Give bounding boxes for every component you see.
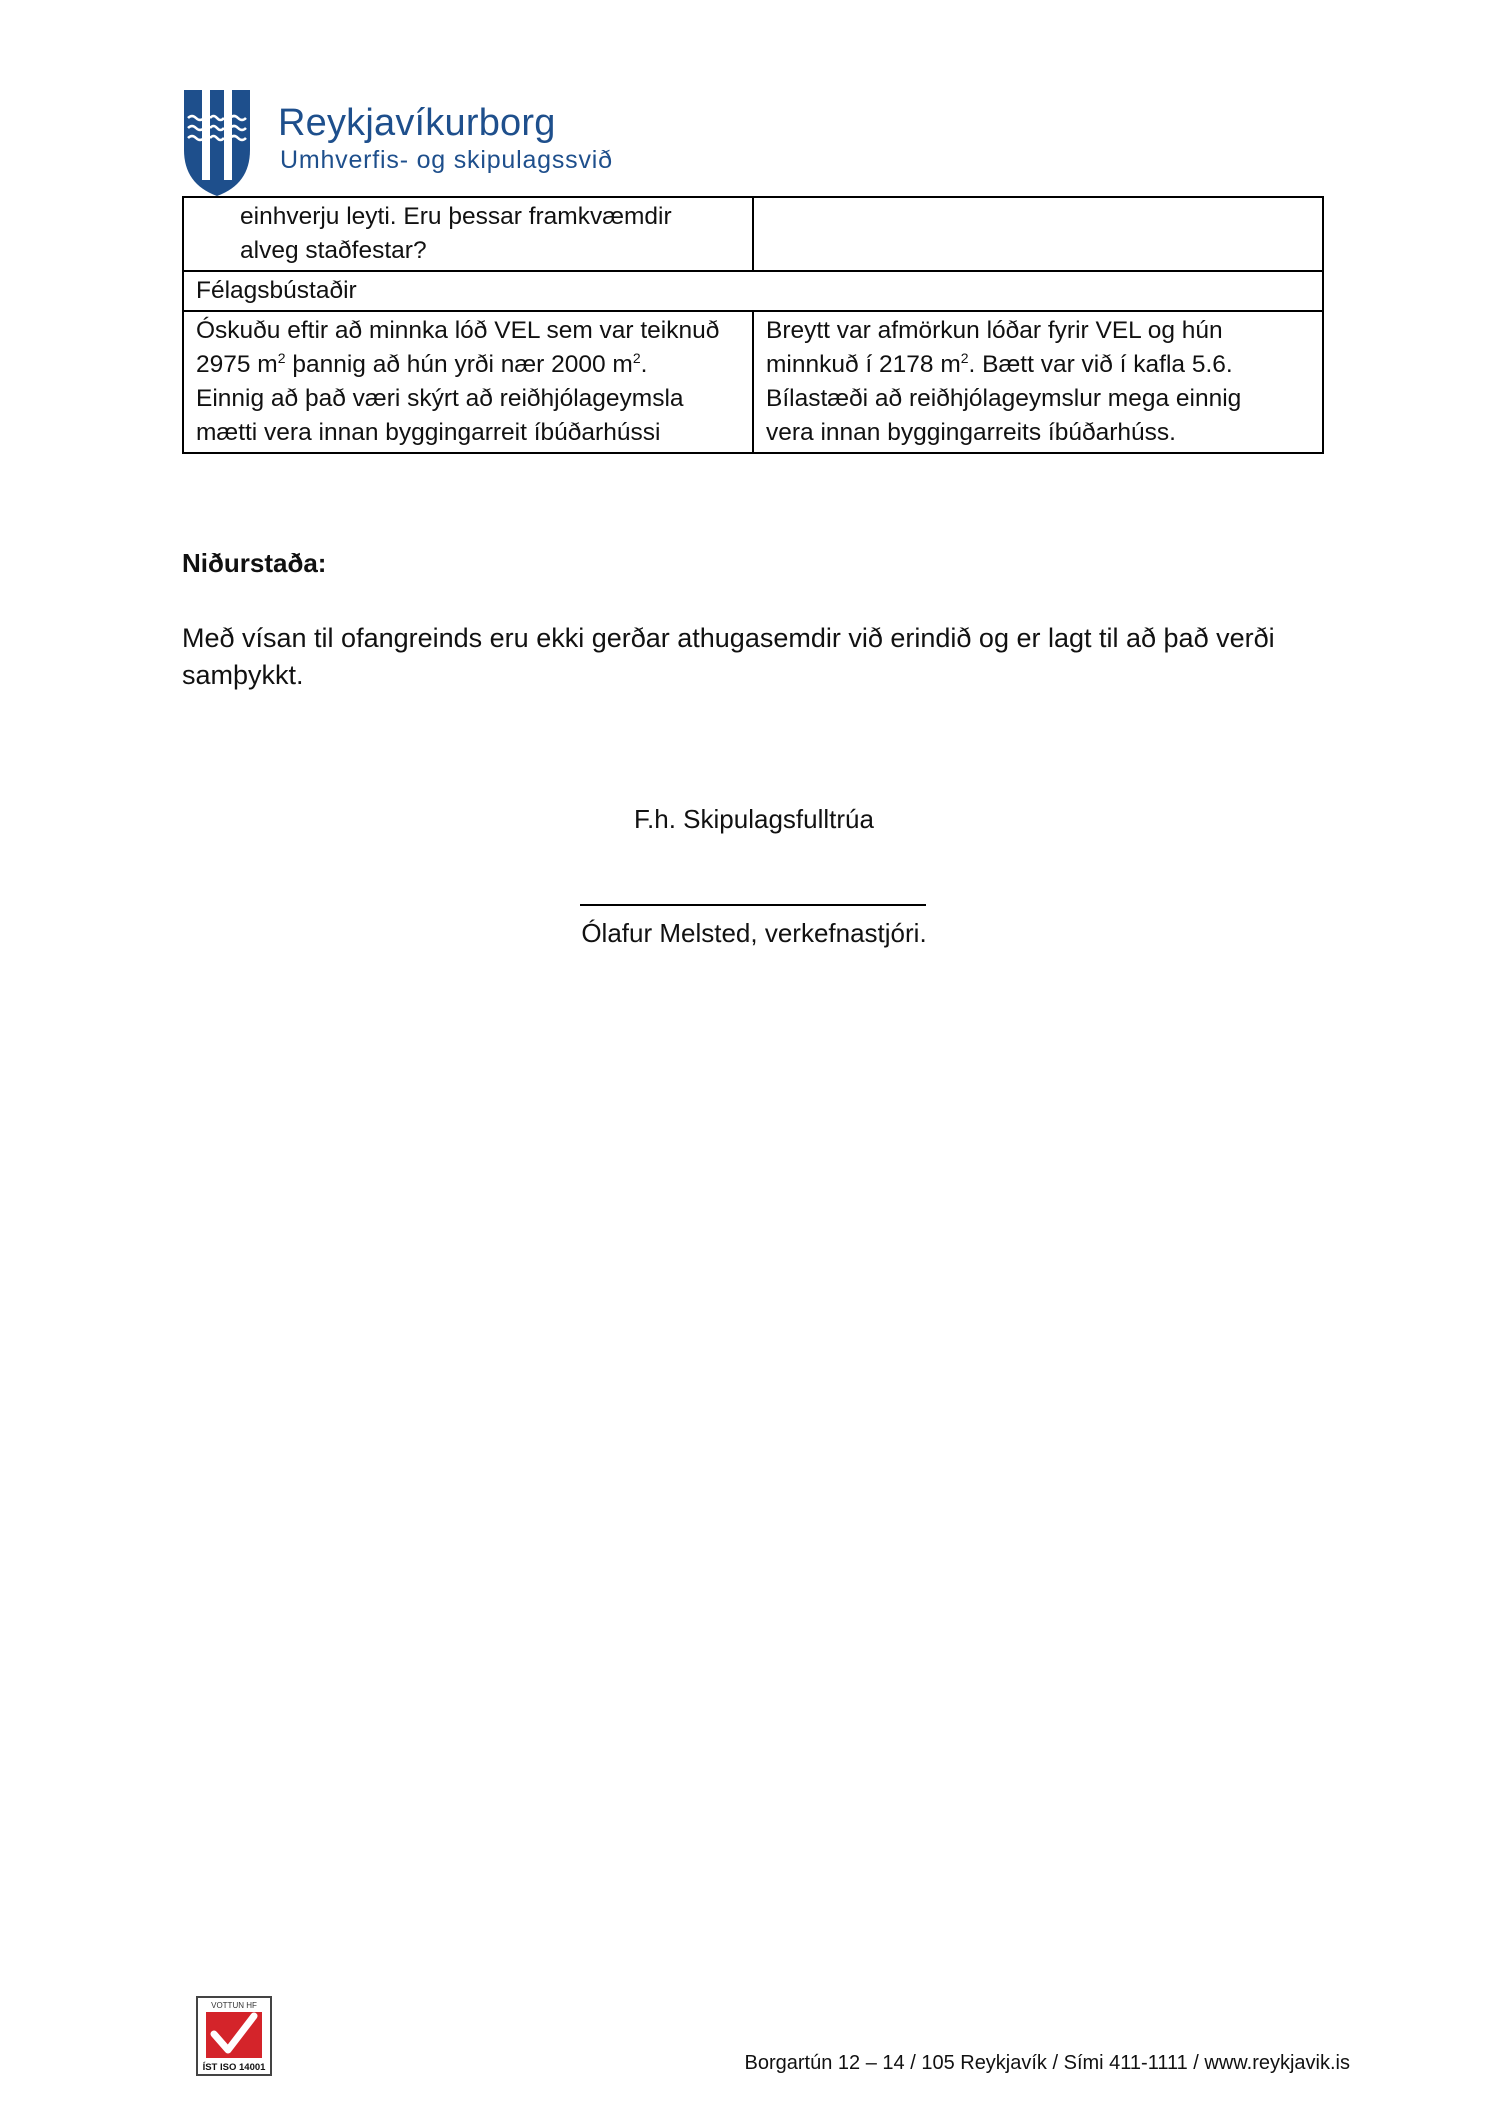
superscript: 2 [277,349,286,366]
superscript: 2 [632,349,641,366]
badge-top-text: VOTTUN HF [211,2001,257,2010]
cell-line: Bílastæði að reiðhjólageymslur mega einnig [766,385,1242,412]
signature-title: F.h. Skipulagsfulltrúa [634,804,874,834]
org-department: Umhverfis- og skipulagssvið [280,146,613,174]
org-name: Reykjavíkurborg [278,102,556,144]
cell-line: þannig að hún yrði nær 2000 m [285,351,633,378]
cell-line: Óskuðu eftir að minnka lóð VEL sem var teiknuð [196,317,720,344]
cell-line: Breytt var afmörkun lóðar fyrir VEL og hún [766,317,1223,344]
table-cell [753,197,1323,271]
badge-bottom-text: ÍST ISO 14001 [202,2062,266,2073]
conclusion-line: samþykkt. [182,660,304,690]
table-row [183,311,1323,453]
conclusion-heading: Niðurstaða: [182,548,327,578]
comments-table [182,196,1324,454]
cell-line: . [640,351,648,378]
cell-line: 2975 m [196,351,278,378]
table-cell [753,311,1323,453]
table-cell [183,197,753,271]
iso-14001-certification-icon [196,1996,272,2076]
table-row [183,271,1323,311]
table-row [183,197,1323,271]
footer-address: Borgartún 12 – 14 / 105 Reykjavík / Sími 411-1111 / www.reykjavik.is [744,2052,1350,2074]
cell-line: mætti vera innan byggingarreit íbúðarhússi [196,419,661,446]
cell-line: minnkuð í 2178 m [766,351,961,378]
reykjavik-coat-of-arms-icon [182,88,252,198]
table-cell [183,311,753,453]
conclusion-line: Með vísan til ofangreinds eru ekki gerðar athugasemdir við erindið og er lagt til að það verði [182,623,1275,653]
cell-line: vera innan byggingarreits íbúðarhúss. [766,419,1176,446]
superscript: 2 [960,349,969,366]
cell-line: einhverju leyti. Eru þessar framkvæmdir [240,203,672,230]
signature-line [580,904,926,906]
section-header: Félagsbústaðir [183,271,1323,311]
cell-line: . Bætt var við í kafla 5.6. [968,351,1233,378]
cell-line: Einnig að það væri skýrt að reiðhjólageymsla [196,385,684,412]
cell-line: alveg staðfestar? [240,237,427,264]
signature-name: Ólafur Melsted, verkefnastjóri. [581,918,927,948]
conclusion-text [182,620,1332,694]
